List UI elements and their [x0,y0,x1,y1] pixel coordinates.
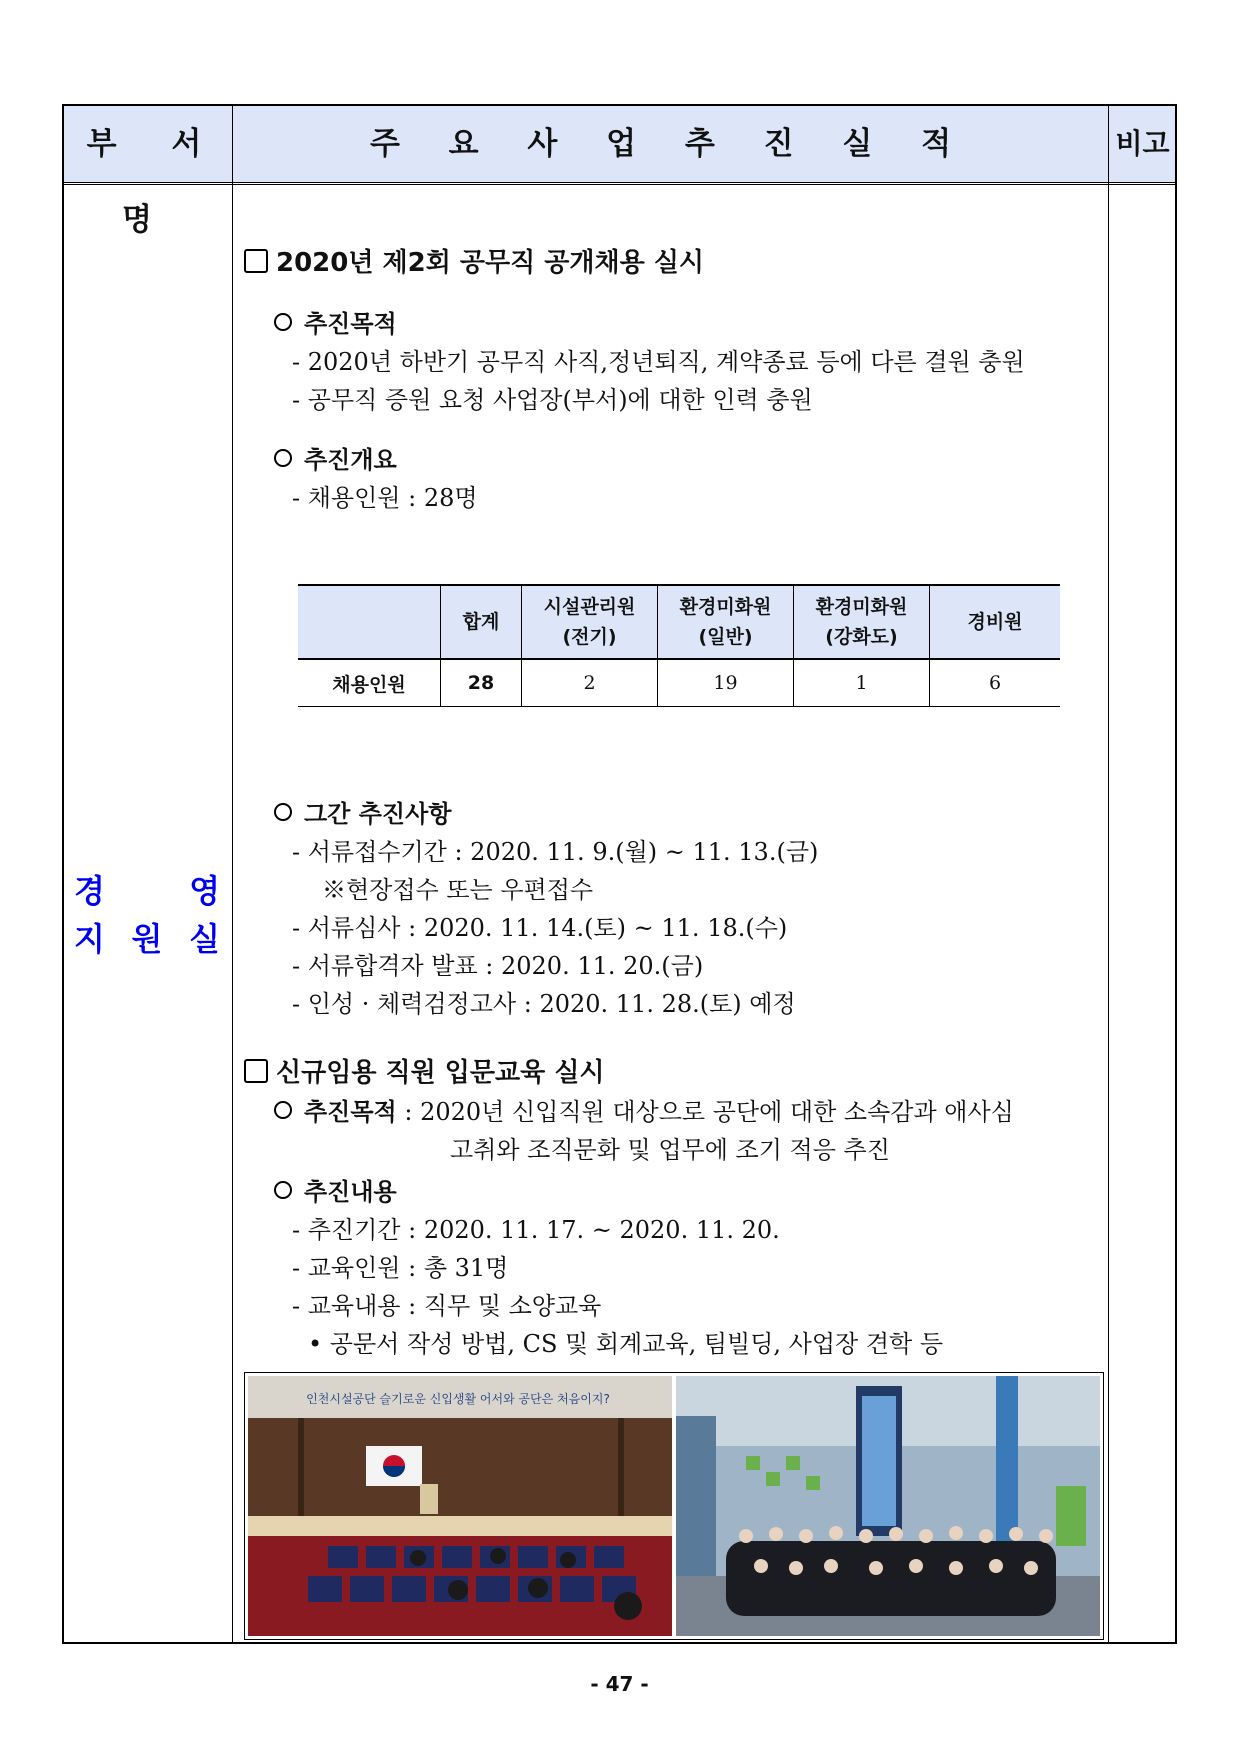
table-cell: 6 [930,659,1061,707]
section2-purpose-text: : 2020년 신입직원 대상으로 공단에 대한 소속감과 애사심 [404,1098,1014,1126]
list-item: - 인성 · 체력검정고사 : 2020. 11. 28.(토) 예정 [292,990,796,1018]
main-header: 주 요 사 업 추 진 실 적 [369,126,971,162]
list-item: • 공문서 작성 방법, CS 및 회계교육, 팀빌딩, 사업장 견학 등 [308,1330,943,1358]
list-item: - 서류접수기간 : 2020. 11. 9.(월) ~ 11. 13.(금) [292,838,819,866]
circle-bullet-icon [274,449,292,467]
orientation-auditorium-photo [248,1376,672,1636]
page-number: - 47 - [590,1672,649,1696]
list-item: - 교육인원 : 총 31명 [292,1254,509,1282]
list-item: - 2020년 하반기 공무직 사직,정년퇴직, 계약종료 등에 다른 결원 충원 [292,348,1025,376]
table-row [298,659,1060,707]
checkbox-icon [244,1059,268,1083]
section1-purpose-heading: 추진목적 [274,304,397,339]
list-item: - 서류합격자 발표 : 2020. 11. 20.(금) [292,952,704,980]
dept-char: 실 [189,920,220,958]
table-header-cell: 경비원 [930,585,1061,659]
header-divider [64,182,1175,185]
section2-title: 신규임용 직원 입문교육 실시 [244,1052,605,1089]
orientation-group-photo [676,1376,1100,1636]
table-cell: 2 [522,659,658,707]
table-header-cell: 환경미화원 (일반) [658,585,794,659]
table-cell: 19 [658,659,794,707]
photo-panel [244,1372,1104,1640]
dept-char: 경 [74,872,105,910]
table-cell: 28 [441,659,522,707]
section1-title: 2020년 제2회 공무직 공개채용 실시 [244,242,704,279]
list-item: - 교육내용 : 직무 및 소양교육 [292,1292,602,1320]
dept-header: 부 서 명 [86,126,224,238]
circle-bullet-icon [274,1181,292,1199]
list-item: ※현장접수 또는 우편접수 [322,876,594,904]
section2-content-heading: 추진내용 [274,1172,397,1207]
column-divider-1 [232,106,233,1642]
auditorium-illustration [248,1376,672,1636]
recruitment-table [298,584,1060,707]
section1-progress-heading: 그간 추진사항 [274,794,451,829]
section1-overview-heading: 추진개요 [274,440,397,475]
photo-banner-text: 인천시설공단 슬기로운 신입생활 어서와 공단은 처음이지? [306,1392,610,1406]
list-item: - 서류심사 : 2020. 11. 14.(토) ~ 11. 18.(수) [292,914,788,942]
dept-char: 원 [131,920,163,958]
note-header: 비고 [1115,127,1170,160]
circle-bullet-icon [274,1101,292,1119]
column-divider-2 [1108,106,1109,1642]
table-header-cell [298,585,441,659]
table-cell: 1 [794,659,930,707]
table-cell: 채용인원 [298,659,441,707]
section2-purpose [274,1092,1014,1127]
dept-char: 지 [74,920,105,958]
circle-bullet-icon [274,313,292,331]
section2-purpose-text-cont: 고취와 조직문화 및 업무에 조기 적응 추진 [450,1136,890,1164]
group-illustration [676,1376,1100,1636]
table-header-cell: 합계 [441,585,522,659]
dept-char: 영 [189,872,220,910]
section2-purpose-heading: 추진목적 [304,1098,397,1126]
report-frame [62,104,1177,1644]
list-item: - 채용인원 : 28명 [292,484,478,512]
checkbox-icon [244,249,268,273]
department-name [64,866,232,962]
list-item: - 추진기간 : 2020. 11. 17. ~ 2020. 11. 20. [292,1216,780,1244]
list-item: - 공무직 증원 요청 사업장(부서)에 대한 인력 충원 [292,386,813,414]
table-header-cell: 시설관리원 (전기) [522,585,658,659]
circle-bullet-icon [274,803,292,821]
table-header-cell: 환경미화원 (강화도) [794,585,930,659]
